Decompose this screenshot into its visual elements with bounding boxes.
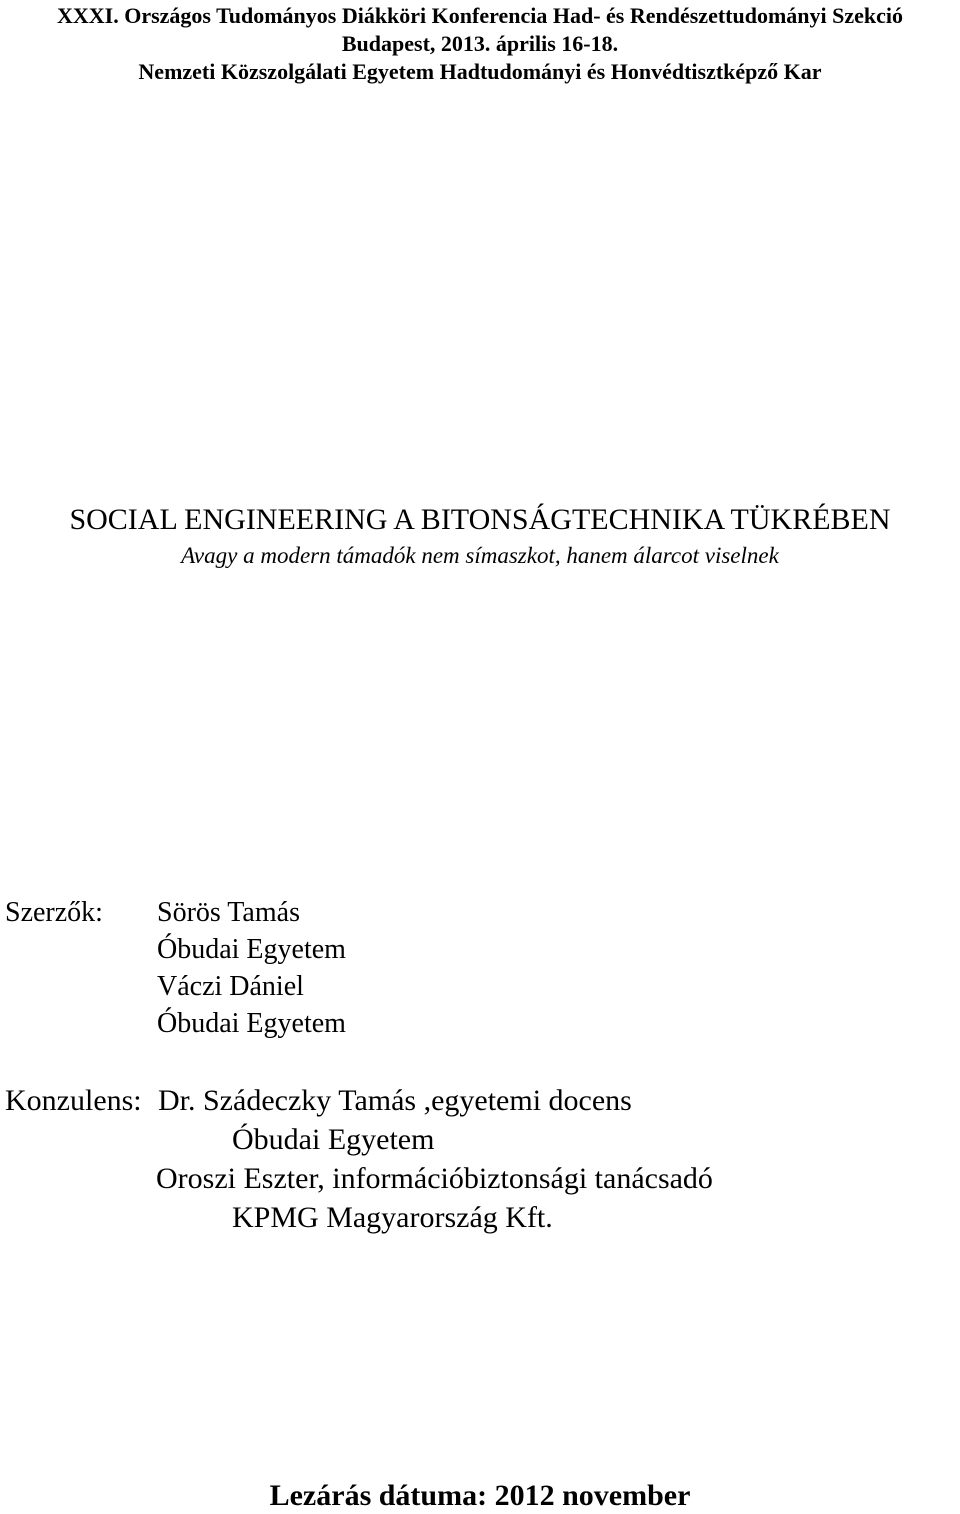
conference-title: XXXI. Országos Tudományos Diákköri Konferencia Had- és Rendészettudományi Szekció [56, 3, 904, 28]
authors-label: Szerzők: [5, 897, 103, 928]
consultant-name: Oroszi Eszter, információbiztonsági tanácsadó [156, 1162, 713, 1195]
author-affiliation: Óbudai Egyetem [157, 1008, 346, 1039]
paper-title: SOCIAL ENGINEERING A BITONSÁGTECHNIKA TÜKRÉBEN [69, 503, 891, 536]
consultant-label: Konzulens: [5, 1084, 142, 1117]
closing-date: Lezárás dátuma: 2012 november [269, 1479, 691, 1512]
author-name: Váczi Dániel [157, 971, 304, 1002]
author-affiliation: Óbudai Egyetem [157, 934, 346, 965]
paper-subtitle: Avagy a modern támadók nem símaszkot, hanem álarcot viselnek [181, 543, 779, 568]
consultant-affiliation: Óbudai Egyetem [232, 1123, 435, 1156]
conference-location-date: Budapest, 2013. április 16-18. [341, 31, 619, 56]
consultant-name: Dr. Szádeczky Tamás ,egyetemi docens [158, 1084, 632, 1117]
conference-institution: Nemzeti Közszolgálati Egyetem Hadtudományi és Honvédtisztképző Kar [138, 59, 822, 84]
author-name: Sörös Tamás [157, 897, 300, 928]
consultant-affiliation: KPMG Magyarország Kft. [232, 1201, 553, 1234]
